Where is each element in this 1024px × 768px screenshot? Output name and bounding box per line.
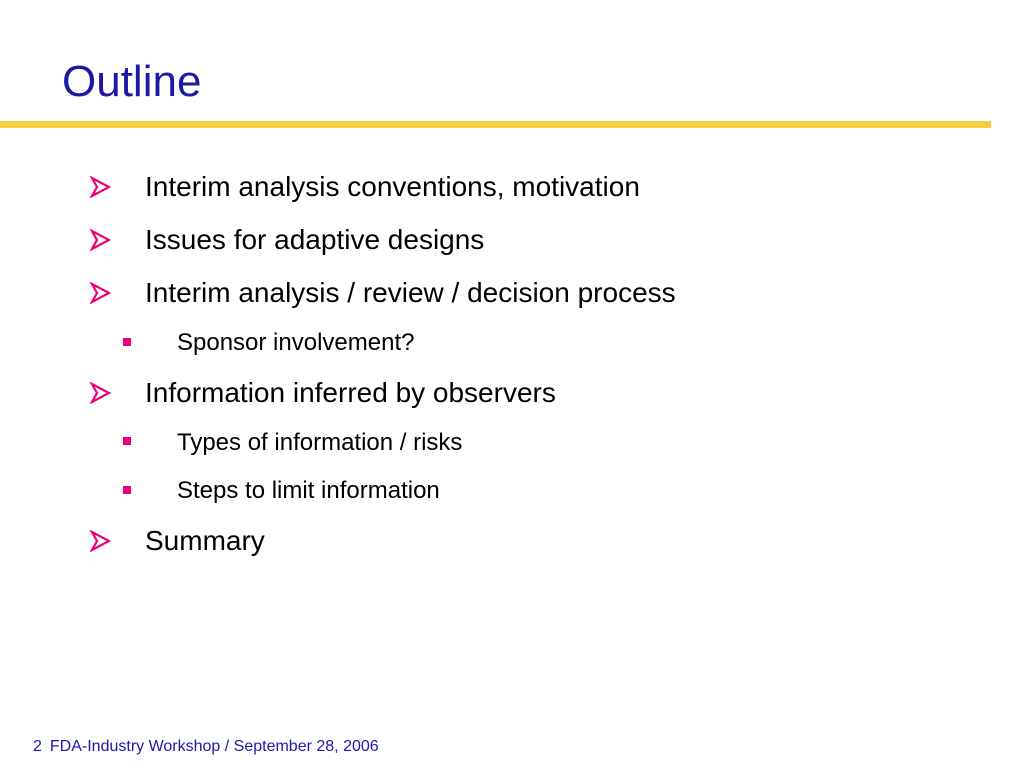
slide-title: Outline (62, 57, 202, 106)
slide-footer (33, 738, 379, 756)
square-bullet-icon (123, 437, 131, 445)
page-number: 2 (33, 738, 42, 755)
outline-item: Information inferred by observers (145, 377, 556, 408)
arrow-bullet-icon (89, 176, 111, 198)
square-bullet-icon (123, 338, 131, 346)
outline-item: Summary (145, 525, 265, 556)
outline-item: Interim analysis conventions, motivation (145, 171, 640, 202)
outline-subitem: Sponsor involvement? (177, 329, 415, 356)
arrow-bullet-icon (89, 282, 111, 304)
arrow-bullet-icon (89, 530, 111, 552)
outline-subitem: Steps to limit information (177, 477, 440, 504)
arrow-bullet-icon (89, 382, 111, 404)
outline-item: Issues for adaptive designs (145, 224, 485, 255)
outline-subitem: Types of information / risks (177, 429, 463, 456)
footer-text: FDA-Industry Workshop / September 28, 2006 (49, 738, 379, 755)
arrow-bullet-icon (89, 229, 111, 251)
square-bullet-icon (123, 486, 131, 494)
title-divider (0, 121, 991, 128)
outline-item: Interim analysis / review / decision process (145, 277, 676, 308)
